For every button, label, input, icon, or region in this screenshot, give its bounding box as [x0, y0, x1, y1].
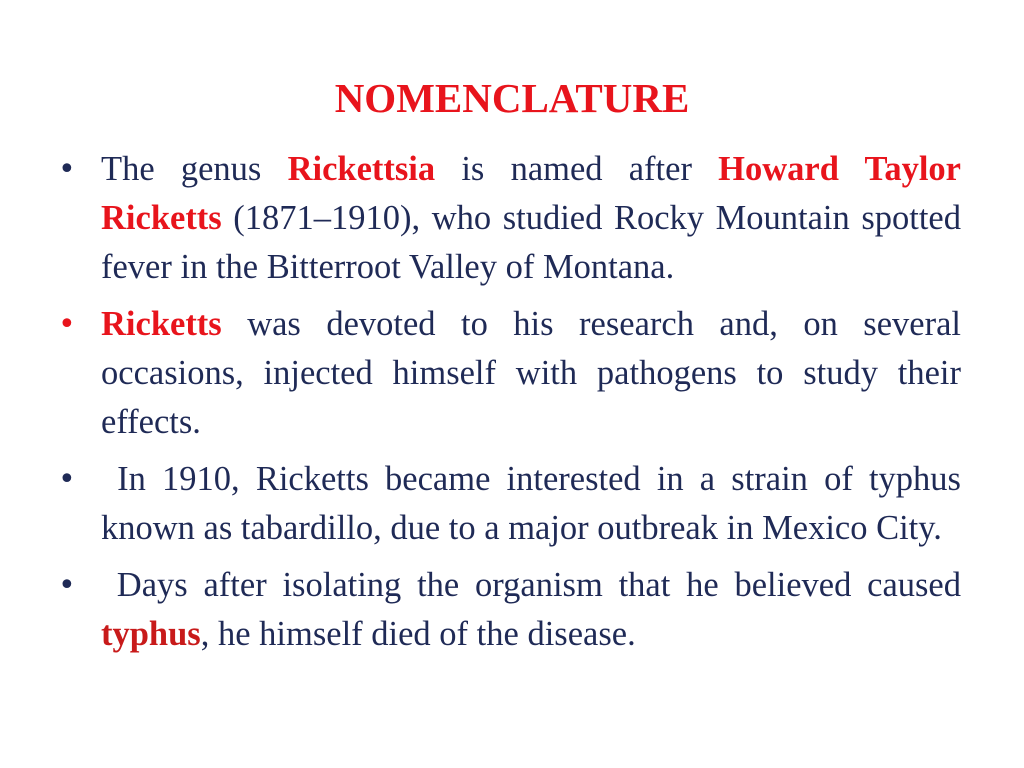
- person-name: Howard Taylor Ricketts: [101, 150, 961, 237]
- bullet-dot-icon: •: [58, 462, 76, 497]
- bullet-text: The genus Rickettsia is named after Howard Taylor Ricketts (1871–1910), who studied Rocky Mountain spotted fever in the Bitterroot Valley of Montana.: [101, 150, 961, 286]
- bullet-text: Ricketts was devoted to his research and, on several occasions, injected himself with pathogens to study their effects.: [101, 305, 961, 441]
- bullet-text: Days after isolating the organism that he believed caused typhus, he himself died of the disease.: [101, 566, 970, 653]
- person-name: Ricketts: [101, 305, 222, 343]
- bullet-item: [58, 300, 961, 447]
- bullet-dot-icon: •: [58, 307, 76, 342]
- bullet-item: [58, 561, 970, 659]
- bullet-list: [58, 145, 970, 667]
- bullet-item: [58, 455, 970, 553]
- slide-title: NOMENCLATURE: [334, 75, 690, 121]
- bullet-dot-icon: •: [58, 152, 76, 187]
- disease-name: typhus: [101, 615, 201, 653]
- bullet-text: In 1910, Ricketts became interested in a strain of typhus known as tabardillo, due to a major outbreak in Mexico City.: [101, 460, 970, 547]
- bullet-item: [58, 145, 961, 292]
- genus-name: Rickettsia: [287, 150, 436, 188]
- bullet-dot-icon: •: [58, 568, 76, 603]
